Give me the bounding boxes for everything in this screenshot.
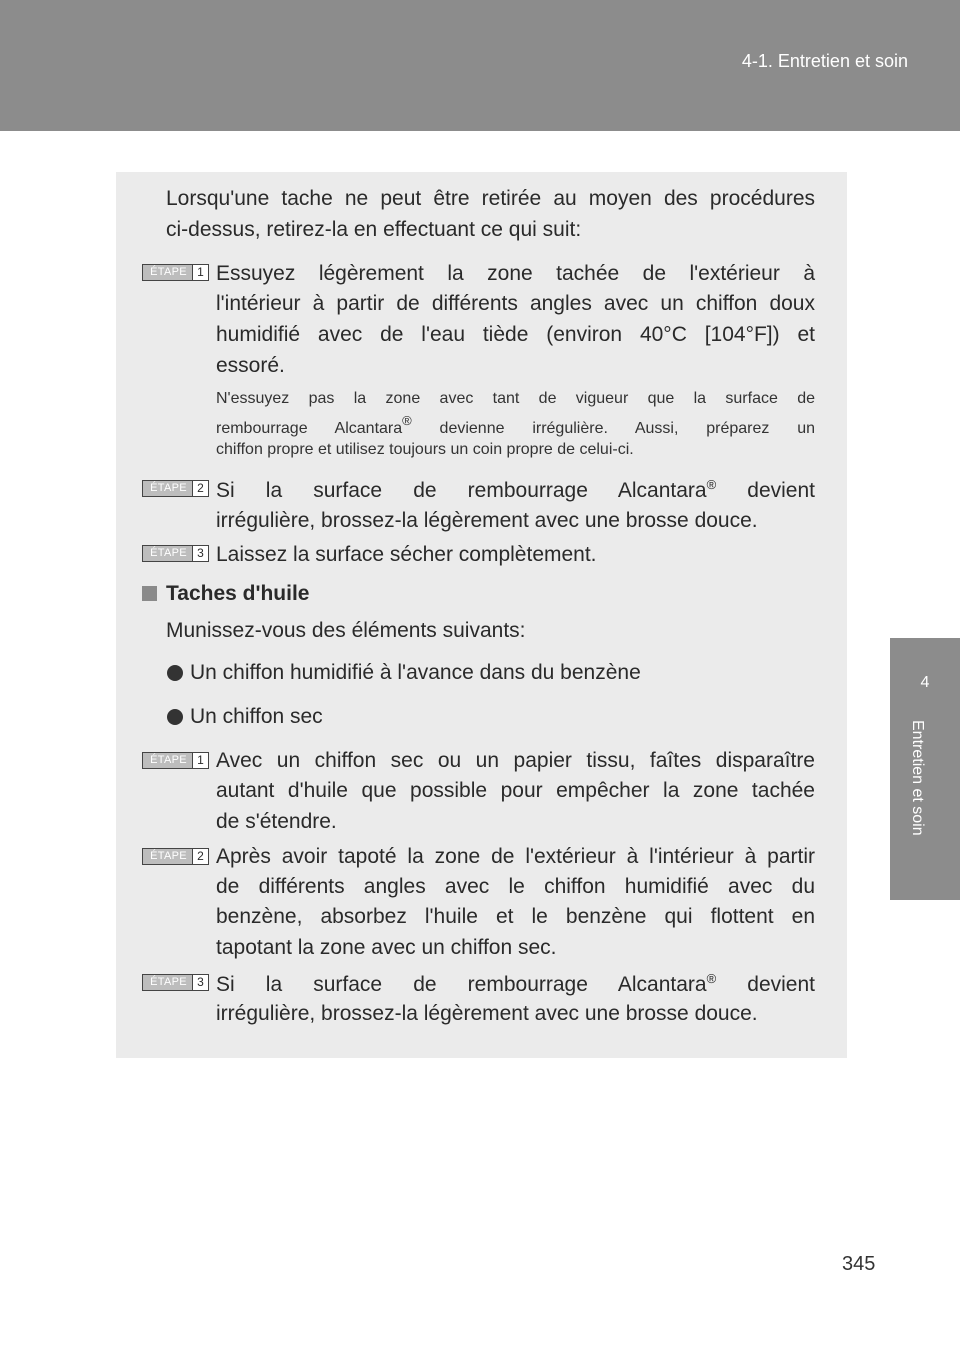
step-label: ÉTAPE: [150, 482, 187, 494]
step-text-line: benzène, absorbez l'huile et le benzène qui flottent en: [216, 905, 815, 928]
step-number: 2: [192, 481, 208, 496]
step-number: 3: [192, 546, 208, 561]
step-badge: [142, 752, 209, 769]
step-text-line: autant d'huile que possible pour empêcher la zone tachée: [216, 779, 815, 802]
step-text: Si la surface de rembourrage Alcantara: [216, 479, 707, 502]
step-badge: [142, 848, 209, 865]
step-number: 1: [192, 753, 208, 768]
section-title: 4-1. Entretien et soin: [741, 51, 908, 71]
list-item: Un chiffon sec: [190, 705, 323, 728]
step-text-line: tapotant la zone avec un chiffon sec.: [216, 936, 557, 959]
step-text-line: Après avoir tapoté la zone de l'extérieur à l'intérieur à partir: [216, 845, 815, 868]
step-text-line: irrégulière, brossez-la légèrement avec une brosse douce.: [216, 509, 758, 532]
step-text-line: [216, 477, 815, 503]
step-text-line: Essuyez légèrement la zone tachée de l'extérieur à: [216, 262, 815, 285]
header-band: [0, 0, 960, 131]
section-intro: Munissez-vous des éléments suivants:: [166, 619, 526, 642]
step-text-line: Avec un chiffon sec ou un papier tissu, faîtes disparaître: [216, 749, 815, 772]
step-text-line: de s'étendre.: [216, 810, 337, 833]
chapter-title: Entretien et soin: [909, 720, 926, 836]
intro-line: ci-dessus, retirez-la en effectuant ce qui suit:: [166, 218, 582, 241]
section-heading: Taches d'huile: [166, 582, 310, 605]
step-label: ÉTAPE: [150, 266, 187, 278]
section-square-icon: [142, 586, 157, 601]
step-text-line: de différents angles avec le chiffon humidifié avec du: [216, 875, 815, 898]
step-text-line: essoré.: [216, 354, 285, 377]
list-item: Un chiffon humidifié à l'avance dans du benzène: [190, 661, 641, 684]
step-text: Si la surface de rembourrage Alcantara: [216, 973, 707, 996]
chapter-number: 4: [920, 674, 930, 691]
step-text-line: l'intérieur à partir de différents angles avec un chiffon doux: [216, 292, 815, 315]
registered-mark: ®: [402, 413, 412, 428]
step-label: ÉTAPE: [150, 547, 187, 559]
step-text: devient: [716, 479, 815, 502]
step-text-line: Laissez la surface sécher complètement.: [216, 543, 597, 566]
chapter-tab[interactable]: [890, 638, 960, 900]
step-text: devient: [716, 973, 815, 996]
step-number: 2: [192, 849, 208, 864]
note-line: [216, 413, 815, 438]
step-number: 3: [192, 975, 208, 990]
step-text-line: irrégulière, brossez-la légèrement avec une brosse douce.: [216, 1002, 758, 1025]
step-badge: [142, 974, 209, 991]
note-line: N'essuyez pas la zone avec tant de vigueur que la surface de: [216, 390, 815, 407]
page-number: 345: [842, 1253, 876, 1275]
step-badge: [142, 545, 209, 562]
step-badge: [142, 480, 209, 497]
step-label: ÉTAPE: [150, 850, 187, 862]
bullet-dot-icon: [167, 665, 183, 681]
registered-mark: ®: [706, 971, 717, 986]
registered-mark: ®: [706, 477, 717, 492]
note-text: devienne irrégulière. Aussi, préparez un: [411, 420, 815, 437]
step-badge: [142, 264, 209, 281]
note-line: chiffon propre et utilisez toujours un coin propre de celui-ci.: [216, 441, 634, 458]
step-number: 1: [192, 265, 208, 280]
bullet-dot-icon: [167, 709, 183, 725]
step-text-line: humidifié avec de l'eau tiède (environ 40°C [104°F]) et: [216, 323, 815, 346]
step-label: ÉTAPE: [150, 976, 187, 988]
intro-line: Lorsqu'une tache ne peut être retirée au moyen des procédures: [166, 187, 815, 210]
step-label: ÉTAPE: [150, 754, 187, 766]
note-text: rembourrage Alcantara: [216, 420, 403, 437]
step-text-line: [216, 971, 815, 997]
